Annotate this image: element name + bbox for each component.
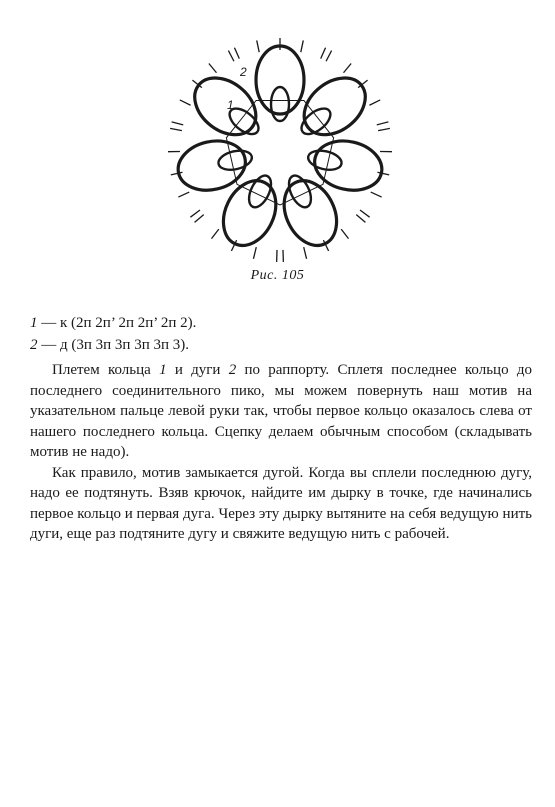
picot-stroke <box>301 40 303 52</box>
picot-stroke <box>195 215 204 223</box>
tatting-ring <box>306 148 343 173</box>
picot-stroke <box>371 192 382 197</box>
picot-stroke <box>326 51 332 62</box>
picot-stroke <box>178 192 189 197</box>
chain-arc <box>256 46 304 114</box>
legend <box>30 312 196 356</box>
paragraph-2: Как правило, мотив замыкается дугой. Когда вы сплели последнюю дугу, надо ее подтянуть. Взяв крючок, найдите им дырку в точке, где начинались первое кольцо и первая дуга. Через эту дырку вытяните на себя ведущую нить дуги, еще раз подтяните дугу и свяжите ведущую нить с рабочей. <box>30 464 532 542</box>
picot-stroke <box>304 247 307 259</box>
picot-stroke <box>341 229 348 238</box>
picot-stroke <box>377 122 389 125</box>
picot-stroke <box>253 247 256 259</box>
picot-stroke <box>171 172 183 175</box>
legend-line-chain <box>30 334 196 356</box>
tatting-ring <box>217 148 254 173</box>
picot-stroke <box>257 40 259 52</box>
paragraph-1: Плетем кольца 1 и дуги 2 по раппорту. Сплетя последнее кольцо до последнего соединительного пико, мы можем повернуть наш мотив на указательном пальце левой руки так, чтобы первое кольцо оказалось слева от нашего последнего кольца. Сцепку делаем обычным способом (складывать мотив не надо). <box>30 362 532 460</box>
tatting-motif-drawing <box>160 30 400 270</box>
tatting-ring <box>271 87 289 121</box>
figure-caption: Рис. 105 <box>250 268 305 283</box>
picot-stroke <box>377 172 389 175</box>
picot-stroke <box>344 63 352 72</box>
instructions-text <box>30 360 532 545</box>
picot-stroke <box>211 229 218 238</box>
chain-arc <box>274 172 347 254</box>
picot-stroke <box>190 210 200 217</box>
legend-num: 1 <box>30 315 38 331</box>
picot-stroke <box>228 51 234 62</box>
tatting-motif-figure <box>160 30 400 270</box>
legend-text: — д (3п 3п 3п 3п 3п 3). <box>37 337 190 353</box>
ring-label-1: 1 <box>227 98 234 112</box>
tatting-ring <box>284 172 315 210</box>
picot-stroke <box>360 210 370 217</box>
picot-stroke <box>170 128 182 130</box>
picot-stroke <box>378 128 390 130</box>
picot-stroke <box>209 63 217 72</box>
picot-stroke <box>321 48 326 59</box>
chain-label-2: 2 <box>240 65 247 79</box>
legend-num: 2 <box>30 337 38 353</box>
chain-arc <box>213 172 286 254</box>
legend-text: — к (2п 2п’ 2п 2п’ 2п 2). <box>37 315 197 331</box>
picot-stroke <box>172 122 184 125</box>
picot-stroke <box>180 100 191 105</box>
picot-stroke <box>234 48 239 59</box>
tatting-ring <box>245 172 276 210</box>
legend-line-ring <box>30 312 196 334</box>
picot-stroke <box>356 215 365 223</box>
picot-stroke <box>369 100 380 105</box>
